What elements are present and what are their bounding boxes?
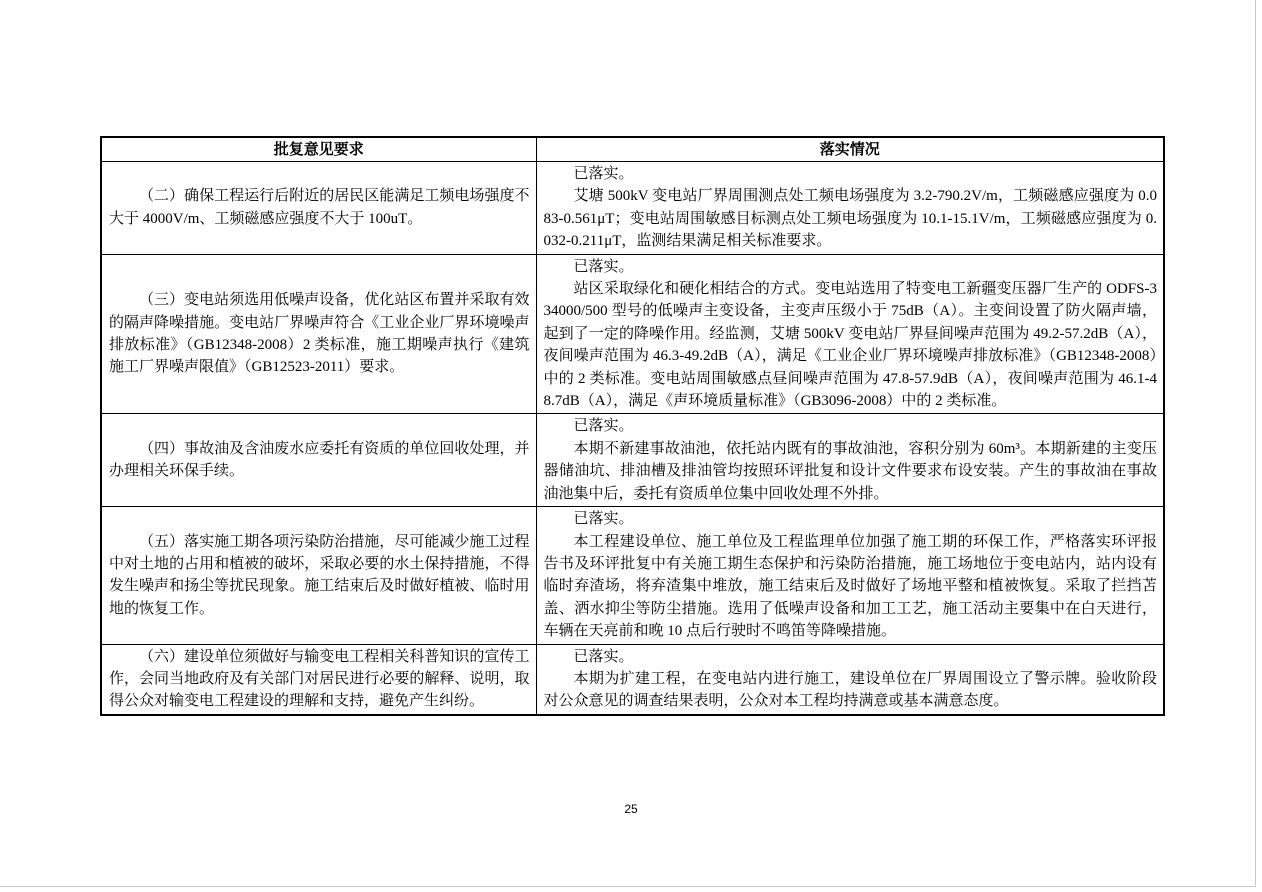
table-row xyxy=(101,414,1164,507)
implementation-cell xyxy=(536,644,1164,715)
header-implementation: 落实情况 xyxy=(536,137,1164,162)
requirement-cell xyxy=(101,414,536,507)
page-number: 25 xyxy=(624,802,638,816)
requirement-cell xyxy=(101,644,536,715)
requirement-text: （二）确保工程运行后附近的居民区能满足工频电场强度不大于 4000V/m、工频磁感应强度不大于 100uT。 xyxy=(109,188,530,227)
requirement-cell xyxy=(101,162,536,255)
requirement-cell xyxy=(101,254,536,414)
table-row xyxy=(101,644,1164,715)
implementation-status: 已落实。 xyxy=(573,166,634,182)
requirement-text: （三）变电站须选用低噪声设备，优化站区布置并采取有效的隔声降噪措施。变电站厂界噪声符合《工业企业厂界环境噪声排放标准》（GB12348-2008）2 类标准，施工期噪声执行《建筑施工厂界噪声限值》（GB12523-2011）要求。 xyxy=(109,292,530,376)
implementation-cell xyxy=(536,254,1164,414)
implementation-detail: 站区采取绿化和硬化相结合的方式。变电站选用了特变电工新疆变压器厂生产的 ODFS-334000/500 型号的低噪声主变设备，主变声压级小于 75dB（A）。主变间设置了防火隔声墙，起到了一定的降噪作用。经监测，艾塘 500kV 变电站厂界昼间噪声范围为 49.2-57.2dB（A），夜间噪声范围为 46.3-49.2dB（A），满足《工业企业厂界环境噪声排放标准》（GB12348-2008）中的 2 类标准。变电站周围敏感点昼间噪声范围为 47.8-57.9dB（A），夜间噪声范围为 46.1-48.7dB（A），满足《声环境质量标准》（GB3096-2008）中的 2 类标准。 xyxy=(543,281,1157,410)
requirement-cell xyxy=(101,507,536,644)
table-row xyxy=(101,507,1164,644)
implementation-detail: 本期不新建事故油池，依托站内既有的事故油池，容积分别为 60m³。本期新建的主变压器储油坑、排油槽及排油管均按照环评批复和设计文件要求布设安装。产生的事故油在事故油池集中后，委托有资质单位集中回收处理不外排。 xyxy=(543,440,1157,502)
table-row xyxy=(101,162,1164,255)
requirement-text: （六）建设单位须做好与输变电工程相关科普知识的宣传工作，会同当地政府及有关部门对居民进行必要的解释、说明，取得公众对输变电工程建设的理解和支持，避免产生纠纷。 xyxy=(109,648,530,710)
approval-implementation-table xyxy=(100,136,1165,716)
requirement-text: （四）事故油及含油废水应委托有资质的单位回收处理，并办理相关环保手续。 xyxy=(109,440,530,480)
requirement-text: （五）落实施工期各项污染防治措施，尽可能减少施工过程中对土地的占用和植被的破坏，采取必要的水土保持措施，不得发生噪声和扬尘等扰民现象。施工结束后及时做好植被、临时用地的恢复工作。 xyxy=(109,533,530,617)
implementation-cell xyxy=(536,507,1164,644)
implementation-status: 已落实。 xyxy=(573,418,634,435)
implementation-cell xyxy=(536,414,1164,507)
implementation-cell xyxy=(536,162,1164,255)
implementation-detail: 艾塘 500kV 变电站厂界周围测点处工频电场强度为 3.2-790.2V/m，工频磁感应强度为 0.083-0.561μT；变电站周围敏感目标测点处工频电场强度为 10.1-15.1V/m，工频磁感应强度为 0.032-0.211μT，监测结果满足相关标准要求。 xyxy=(543,188,1157,250)
implementation-status: 已落实。 xyxy=(573,258,634,275)
table-header-row xyxy=(101,137,1164,162)
header-requirement: 批复意见要求 xyxy=(101,137,536,162)
implementation-status: 已落实。 xyxy=(573,648,634,665)
implementation-detail: 本工程建设单位、施工单位及工程监理单位加强了施工期的环保工作，严格落实环评报告书及环评批复中有关施工期生态保护和污染防治措施，施工场地位于变电站内，站内设有临时弃渣场，将弃渣集中堆放，施工结束后及时做好了场地平整和植被恢复。采取了拦挡苫盖、洒水抑尘等防尘措施。选用了低噪声设备和加工工艺，施工活动主要集中在白天进行，车辆在天亮前和晚 10 点后行驶时不鸣笛等降噪措施。 xyxy=(543,533,1157,640)
implementation-detail: 本期为扩建工程，在变电站内进行施工，建设单位在厂界周围设立了警示牌。验收阶段对公众意见的调查结果表明，公众对本工程均持满意或基本满意态度。 xyxy=(543,670,1157,710)
implementation-status: 已落实。 xyxy=(573,511,634,528)
table-row xyxy=(101,254,1164,414)
